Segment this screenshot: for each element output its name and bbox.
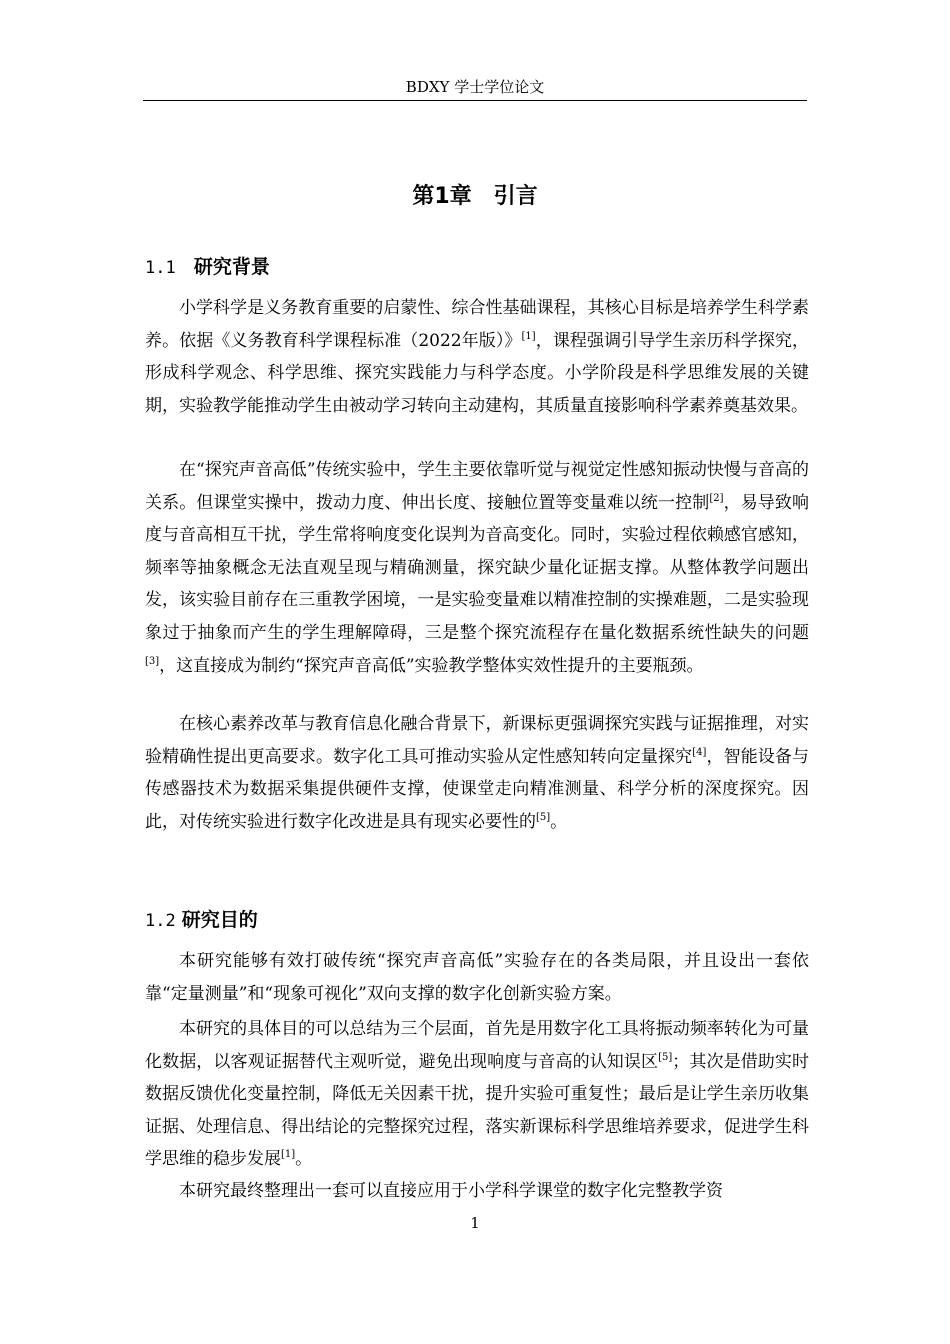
citation-ref[interactable]: [1] — [521, 330, 536, 342]
paragraph-text: ；其次是借助实时数据反馈优化变量控制，降低无关因素干扰，提升实验可重复性；最后是让学生亲历收集证据、处理信息、得出结论的完整探究过程，落实新课标科学思维培养要求，促进学生科学思维的稳步发展 — [145, 1051, 810, 1170]
paragraph-text: 在“探究声音高低”传统实验中，学生主要依靠听觉与视觉定性感知振动快慢与音高的关系。但课堂实操中，拨动力度、伸出长度、接触位置等变量难以统一控制 — [145, 460, 809, 513]
paragraph-text: 。 — [295, 1149, 313, 1170]
citation-ref[interactable]: [5] — [536, 811, 551, 823]
paragraph-text: ，易导致响度与音高相互干扰，学生常将响度变化误判为音高变化。同时，实验过程依赖感官感知，频率等抽象概念无法直观呈现与精确测量，探究缺少量化证据支撑。从整体教学问题出发，该实验目前存在三重教学困境，一是实验变量难以精准控制的实操难题，二是实验现象过于抽象而产生的学生理解障碍，三是整个探究流程存在量化数据系统性缺失的问题 — [145, 492, 810, 643]
paragraph-text: ，智能设备与传感器技术为数据采集提供硬件支撑，使课堂走向精准测量、科学分析的深度探究。因此，对传统实验进行数字化改进是具有现实必要性的 — [145, 746, 810, 832]
header-rule — [143, 100, 807, 101]
paragraph-text: 在核心素养改革与教育信息化融合背景下，新课标更强调探究实践与证据推理，对实验精确性提出更高要求。数字化工具可推动实验从定性感知转向定量探究 — [145, 714, 809, 767]
paragraph — [145, 708, 809, 838]
section-number: 1.2 — [145, 911, 176, 931]
paragraph — [145, 1175, 809, 1208]
chapter-title: 第1章 引言 — [412, 184, 538, 209]
section-title: 研究目的 — [181, 909, 258, 931]
paragraph-text: 。 — [550, 811, 568, 832]
paragraph-text: 本研究最终整理出一套可以直接应用于小学科学课堂的数字化完整教学资 — [179, 1181, 723, 1201]
paragraph-text: ，课程强调引导学生亲历科学探究，形成科学观念、科学思维、探究实践能力与科学态度。小学阶段是科学思维发展的关键期，实验教学能推动学生由被动学习转向主动建构，其质量直接影响科学素养奠基效果。 — [145, 330, 810, 416]
running-header: BDXY 学士学位论文 — [405, 78, 545, 96]
citation-ref[interactable]: [1] — [281, 1149, 296, 1161]
section-number: 1.1 — [145, 258, 176, 278]
citation-ref[interactable]: [5] — [658, 1051, 673, 1063]
paragraph-text: ，这直接成为制约“探究声音高低”实验教学整体实效性提升的主要瓶颈。 — [159, 655, 704, 676]
citation-ref[interactable]: [3] — [145, 655, 160, 667]
paragraph — [145, 945, 809, 1010]
section-heading-1-2 — [145, 905, 805, 936]
paragraph — [145, 1013, 809, 1176]
citation-ref[interactable]: [4] — [692, 746, 707, 758]
page-number: 1 — [470, 1214, 480, 1232]
section-title: 研究背景 — [193, 256, 270, 278]
paragraph-text: 本研究的具体目的可以总结为三个层面，首先是用数字化工具将振动频率转化为可量化数据，以客观证据替代主观听觉，避免出现响度与音高的认知误区 — [145, 1019, 809, 1072]
paragraph-text: 小学科学是义务教育重要的启蒙性、综合性基础课程，其核心目标是培养学生科学素养。依据《义务教育科学课程标准（2022年版）》 — [145, 298, 809, 351]
citation-ref[interactable]: [2] — [709, 492, 724, 504]
paragraph-text: 本研究能够有效打破传统“探究声音高低”实验存在的各类局限，并且设出一套依靠“定量测量”和“现象可视化”双向支撑的数字化创新实验方案。 — [145, 951, 809, 1004]
paragraph — [145, 454, 809, 682]
paragraph — [145, 292, 809, 422]
section-heading-1-1 — [145, 252, 805, 283]
